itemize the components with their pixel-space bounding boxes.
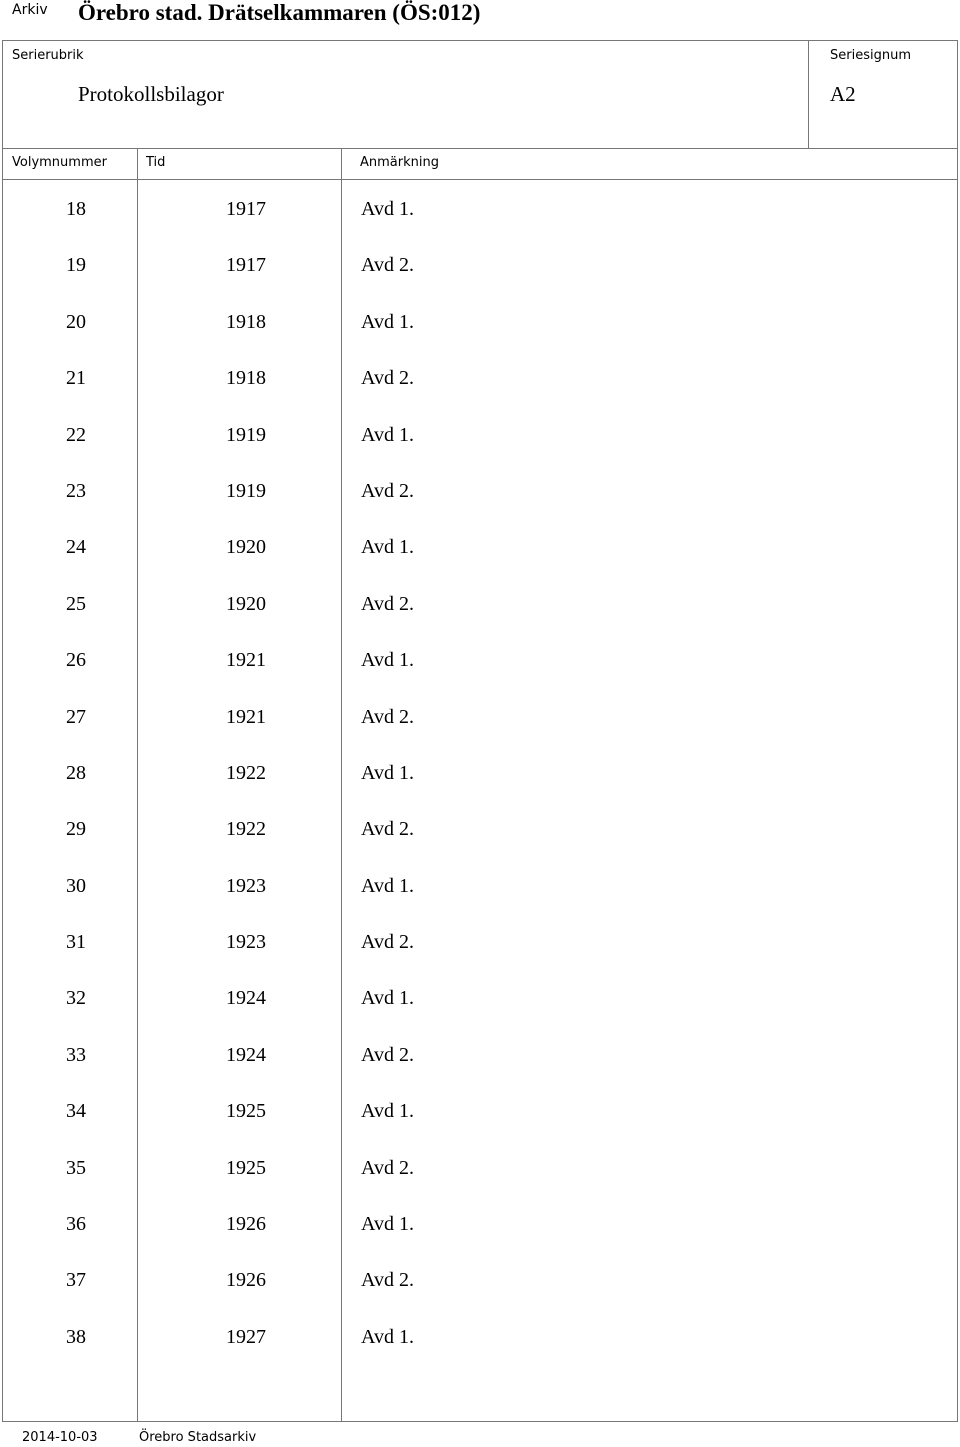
remark-cell: Avd 2.	[361, 1269, 414, 1292]
remark-cell: Avd 2.	[361, 931, 414, 954]
remark-cell: Avd 1.	[361, 874, 414, 897]
volume-number-cell: 24	[66, 536, 86, 559]
column-header-volymnummer: Volymnummer	[12, 155, 107, 170]
document-header	[0, 0, 960, 40]
volume-number-cell: 28	[66, 761, 86, 784]
remark-cell: Avd 2.	[361, 1156, 414, 1179]
table-row	[0, 593, 960, 649]
year-cell: 1923	[226, 931, 266, 954]
remark-cell: Avd 1.	[361, 987, 414, 1010]
volume-number-cell: 33	[66, 1043, 86, 1066]
year-cell: 1918	[226, 367, 266, 390]
volume-number-cell: 37	[66, 1269, 86, 1292]
remark-cell: Avd 1.	[361, 761, 414, 784]
table-row	[0, 818, 960, 874]
volume-number-cell: 27	[66, 705, 86, 728]
table-row	[0, 198, 960, 254]
volume-number-cell: 36	[66, 1213, 86, 1236]
volume-number-cell: 29	[66, 818, 86, 841]
year-cell: 1926	[226, 1213, 266, 1236]
volume-number-cell: 20	[66, 310, 86, 333]
column-header-tid: Tid	[146, 155, 166, 170]
table-row	[0, 1100, 960, 1156]
remark-cell: Avd 1.	[361, 423, 414, 446]
remark-cell: Avd 2.	[361, 367, 414, 390]
year-cell: 1920	[226, 536, 266, 559]
serierubrik-value: Protokollsbilagor	[78, 82, 224, 106]
volume-number-cell: 25	[66, 592, 86, 615]
remark-cell: Avd 2.	[361, 254, 414, 277]
remark-cell: Avd 1.	[361, 649, 414, 672]
remark-cell: Avd 2.	[361, 1043, 414, 1066]
table-row	[0, 1157, 960, 1213]
volume-number-cell: 31	[66, 931, 86, 954]
table-row	[0, 649, 960, 705]
volume-number-cell: 35	[66, 1156, 86, 1179]
year-cell: 1917	[226, 198, 266, 220]
seriesignum-label: Seriesignum	[830, 48, 911, 63]
year-cell: 1922	[226, 761, 266, 784]
remark-cell: Avd 2.	[361, 818, 414, 841]
table-row	[0, 875, 960, 931]
year-cell: 1923	[226, 874, 266, 897]
year-cell: 1927	[226, 1325, 266, 1348]
volume-number-cell: 18	[66, 198, 86, 220]
document-title: Örebro stad. Drätselkammaren (ÖS:012)	[78, 0, 481, 25]
table-row	[0, 987, 960, 1043]
year-cell: 1921	[226, 649, 266, 672]
table-row	[0, 1269, 960, 1325]
remark-cell: Avd 1.	[361, 198, 414, 220]
seriesignum-value: A2	[830, 82, 856, 106]
year-cell: 1922	[226, 818, 266, 841]
remark-cell: Avd 2.	[361, 705, 414, 728]
volume-number-cell: 30	[66, 874, 86, 897]
year-cell: 1921	[226, 705, 266, 728]
volume-number-cell: 38	[66, 1325, 86, 1348]
table-row	[0, 536, 960, 592]
remark-cell: Avd 1.	[361, 536, 414, 559]
table-row	[0, 1044, 960, 1100]
footer-date: 2014-10-03	[22, 1430, 98, 1445]
volume-number-cell: 22	[66, 423, 86, 446]
table-row	[0, 762, 960, 818]
volume-rows	[0, 198, 960, 1382]
year-cell: 1917	[226, 254, 266, 277]
year-cell: 1924	[226, 987, 266, 1010]
year-cell: 1925	[226, 1156, 266, 1179]
arkiv-label: Arkiv	[12, 2, 48, 18]
year-cell: 1920	[226, 592, 266, 615]
table-row	[0, 424, 960, 480]
remark-cell: Avd 1.	[361, 1213, 414, 1236]
column-header-anmarkning: Anmärkning	[360, 155, 439, 170]
year-cell: 1924	[226, 1043, 266, 1066]
year-cell: 1925	[226, 1100, 266, 1123]
year-cell: 1919	[226, 423, 266, 446]
remark-cell: Avd 1.	[361, 310, 414, 333]
table-row	[0, 931, 960, 987]
table-row	[0, 706, 960, 762]
table-row	[0, 311, 960, 367]
year-cell: 1926	[226, 1269, 266, 1292]
volume-number-cell: 23	[66, 479, 86, 502]
table-row	[0, 367, 960, 423]
table-row	[0, 1213, 960, 1269]
table-row	[0, 254, 960, 310]
volume-number-cell: 21	[66, 367, 86, 390]
remark-cell: Avd 1.	[361, 1325, 414, 1348]
volume-number-cell: 34	[66, 1100, 86, 1123]
table-row	[0, 1326, 960, 1382]
table-row	[0, 480, 960, 536]
remark-cell: Avd 2.	[361, 479, 414, 502]
remark-cell: Avd 1.	[361, 1100, 414, 1123]
footer-organization: Örebro Stadsarkiv	[139, 1430, 257, 1445]
volume-number-cell: 32	[66, 987, 86, 1010]
volume-number-cell: 19	[66, 254, 86, 277]
year-cell: 1919	[226, 479, 266, 502]
year-cell: 1918	[226, 310, 266, 333]
volume-number-cell: 26	[66, 649, 86, 672]
serierubrik-label: Serierubrik	[12, 48, 84, 63]
series-divider	[808, 40, 809, 148]
remark-cell: Avd 2.	[361, 592, 414, 615]
